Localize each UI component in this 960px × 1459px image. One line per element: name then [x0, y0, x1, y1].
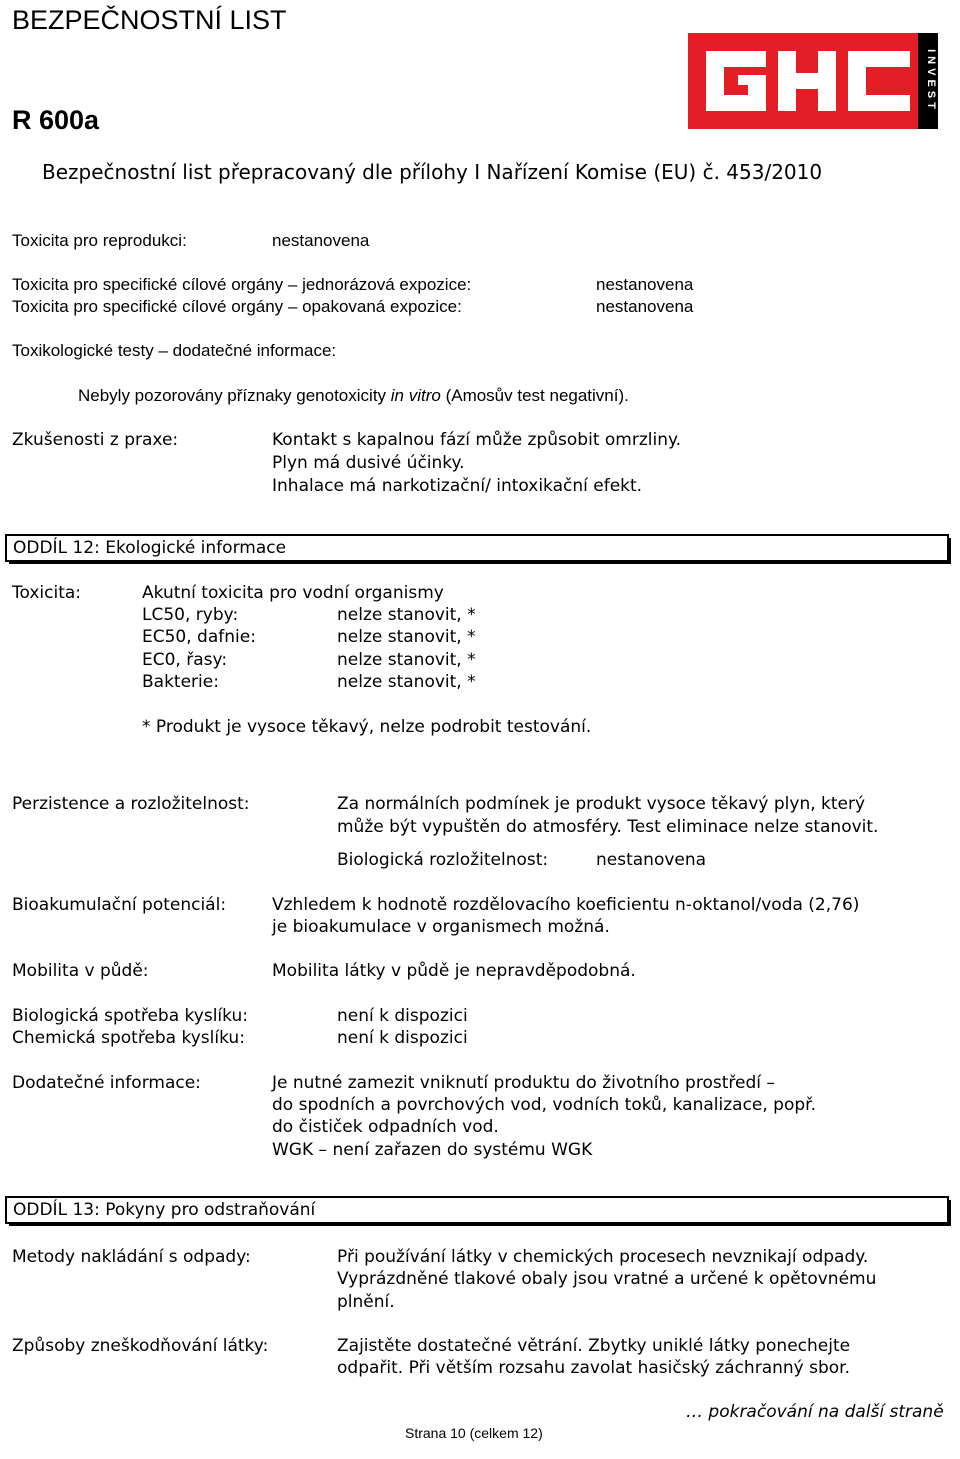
cod-label: Chemická spotřeba kyslíku:: [12, 1028, 245, 1048]
additional-info-line: Je nutné zamezit vniknutí produktu do životního prostředí –: [272, 1073, 775, 1093]
footnote: * Produkt je vysoce těkavý, nelze podrobit testování.: [142, 717, 592, 737]
waste-methods-line: Při používání látky v chemických procesech nevznikají odpady.: [337, 1247, 869, 1267]
disposal-line: Zajistěte dostatečné větrání. Zbytky uniklé látky ponechejte: [337, 1336, 851, 1356]
additional-info-line: WGK – není zařazen do systému WGK: [272, 1140, 593, 1160]
bod-value: není k dispozici: [337, 1006, 468, 1026]
aquatic-row-label: LC50, ryby:: [142, 605, 239, 625]
aquatic-row-label: EC0, řasy:: [142, 650, 228, 670]
additional-info-line: do spodních a povrchových vod, vodních toků, kanalizace, popř.: [272, 1095, 816, 1115]
persistence-line: Za normálních podmínek je produkt vysoce těkavý plyn, který: [337, 794, 866, 814]
page-number: Strana 10 (celkem 12): [405, 1425, 543, 1441]
waste-methods-line: plnění.: [337, 1292, 395, 1312]
stot-single-label: Toxicita pro specifické cílové orgány – jednorázová expozice:: [12, 275, 472, 294]
bioaccumulation-label: Bioakumulační potenciál:: [12, 895, 227, 915]
section-12-title: ODDÍL 12: Ekologické informace: [13, 538, 287, 558]
additional-info-label: Dodatečné informace:: [12, 1073, 201, 1093]
persistence-label: Perzistence a rozložitelnost:: [12, 794, 250, 814]
repro-label: Toxicita pro reprodukci:: [12, 231, 187, 250]
section-13-title: ODDÍL 13: Pokyny pro odstraňování: [13, 1200, 316, 1220]
practice-label: Zkušenosti z praxe:: [12, 430, 179, 450]
practice-line: Inhalace má narkotizační/ intoxikační efekt.: [272, 476, 643, 496]
mobility-label: Mobilita v půdě:: [12, 961, 149, 981]
aquatic-row-value: nelze stanovit, *: [337, 650, 476, 670]
product-name: R 600a: [12, 105, 100, 135]
bod-label: Biologická spotřeba kyslíku:: [12, 1006, 248, 1026]
toxicity-label: Toxicita:: [12, 583, 82, 603]
stot-single-value: nestanovena: [596, 275, 694, 294]
aquatic-row-value: nelze stanovit, *: [337, 627, 476, 647]
biodeg-value: nestanovena: [596, 850, 707, 870]
ghc-invest-logo: [688, 33, 938, 129]
document-subtitle: Bezpečnostní list přepracovaný dle přílohy I Nařízení Komise (EU) č. 453/2010: [42, 160, 823, 184]
bioaccumulation-line: Vzhledem k hodnotě rozdělovacího koeficientu n-oktanol/voda (2,76): [272, 895, 860, 915]
biodeg-label: Biologická rozložitelnost:: [337, 850, 549, 870]
tox-tests-text: Nebyly pozorovány příznaky genotoxicity in vitro (Amosův test negativní).: [78, 386, 629, 405]
aquatic-row-label: EC50, dafnie:: [142, 627, 256, 647]
tox-tests-label: Toxikologické testy – dodatečné informace:: [12, 341, 337, 360]
aquatic-row-value: nelze stanovit, *: [337, 605, 476, 625]
document-title: BEZPEČNOSTNÍ LIST: [12, 5, 287, 35]
persistence-line: může být vypuštěn do atmosféry. Test eliminace nelze stanovit.: [337, 817, 879, 837]
stot-repeat-label: Toxicita pro specifické cílové orgány – opakovaná expozice:: [12, 297, 462, 316]
mobility-value: Mobilita látky v půdě je nepravděpodobná.: [272, 961, 636, 981]
waste-methods-line: Vyprázdněné tlakové obaly jsou vratné a určené k opětovnému: [337, 1269, 877, 1289]
practice-line: Plyn má dusivé účinky.: [272, 453, 465, 473]
stot-repeat-value: nestanovena: [596, 297, 694, 316]
bioaccumulation-line: je bioakumulace v organismech možná.: [272, 917, 610, 937]
aquatic-row-label: Bakterie:: [142, 672, 219, 692]
continued-note: … pokračování na další straně: [686, 1402, 944, 1422]
section-13-header: [5, 1196, 949, 1224]
aquatic-row-value: nelze stanovit, *: [337, 672, 476, 692]
logo-side-text: INVEST: [925, 49, 937, 113]
cod-value: není k dispozici: [337, 1028, 468, 1048]
practice-line: Kontakt s kapalnou fází může způsobit omrzliny.: [272, 430, 682, 450]
additional-info-line: do čističek odpadních vod.: [272, 1117, 499, 1137]
disposal-label: Způsoby zneškodňování látky:: [12, 1336, 269, 1356]
repro-value: nestanovena: [272, 231, 370, 250]
aquatic-title: Akutní toxicita pro vodní organismy: [142, 583, 444, 603]
section-12-header: [5, 534, 949, 562]
disposal-line: odpařit. Při větším rozsahu zavolat hasičský záchranný sbor.: [337, 1358, 851, 1378]
waste-methods-label: Metody nakládání s odpady:: [12, 1247, 251, 1267]
